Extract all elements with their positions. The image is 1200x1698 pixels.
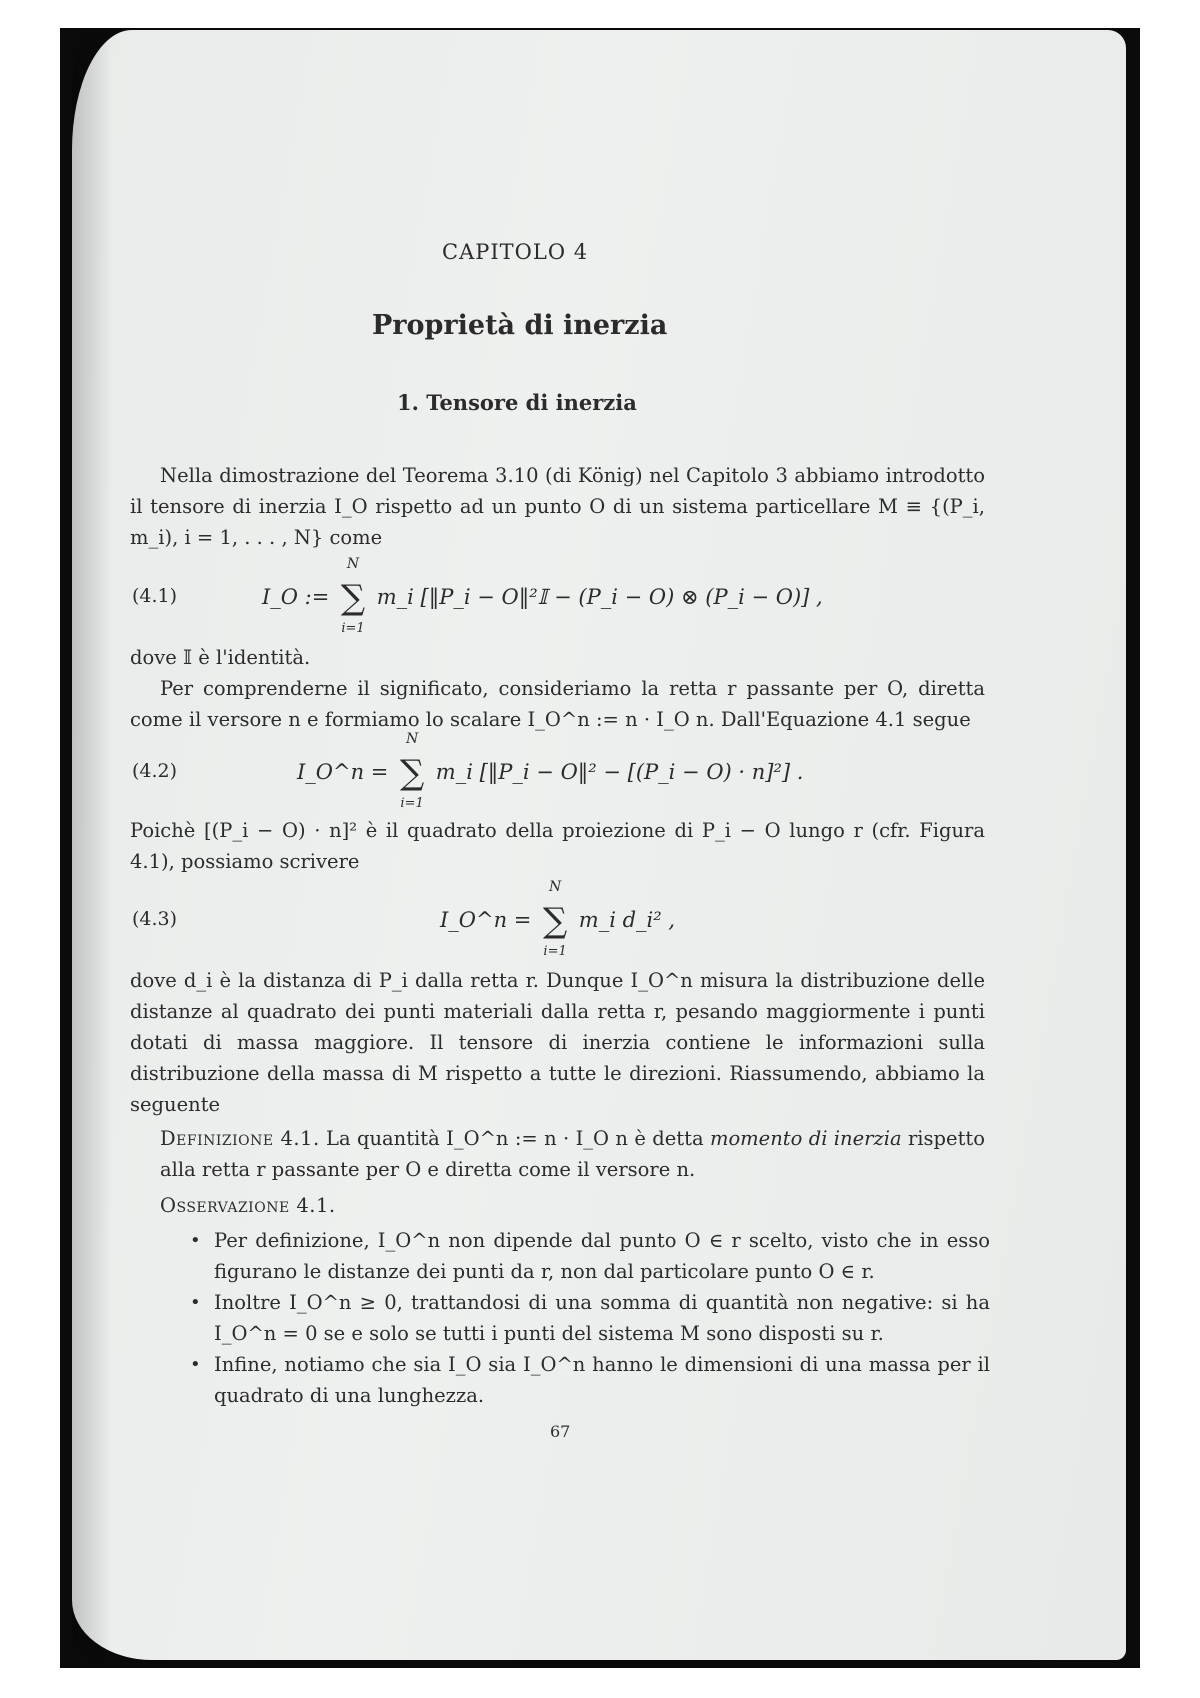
intro-text: Nella dimostrazione del Teorema 3.10 (di König) nel Capitolo 3 abbiamo introdotto il tensore di inerzia I_O rispetto ad un punto O di un sistema particellare M ≡ {(P_i, m_i), i = 1, . . . , N} come [130,464,985,549]
sum-upper-limit: N [405,731,419,747]
equation-label-4-2: (4.2) [132,760,178,782]
sum-lower-limit: i=1 [341,621,365,636]
identity-note-block [130,642,985,735]
bullet-icon: • [190,1354,201,1375]
sum-symbol: ∑ [399,753,425,793]
chapter-label: CAPITOLO 4 [442,240,589,264]
equation-lhs: I_O^n = [440,908,532,932]
equation-body: m_i d_i² , [578,908,676,932]
equation-label-4-1: (4.1) [132,585,178,607]
list-item [190,1287,990,1349]
list-item-text: Inoltre I_O^n ≥ 0, trattandosi di una somma di quantità non negative: si ha I_O^n = 0 se e solo se tutti i punti del sistema M sono disposti su r. [214,1291,990,1345]
equation-body: m_i [‖P_i − O‖²𝕀 − (P_i − O) ⊗ (P_i − O)] , [376,585,823,609]
sum-upper-limit: N [346,556,360,572]
section-title: 1. Tensore di inerzia [397,390,637,415]
book-page [72,30,1126,1660]
page-number: 67 [550,1422,571,1441]
list-item-text: Infine, notiamo che sia I_O sia I_O^n hanno le dimensioni di una massa per il quadrato di una lunghezza. [214,1353,990,1407]
paragraph-3-block [130,815,985,877]
list-item [190,1225,990,1287]
intro-paragraph [130,460,985,553]
definition-label: Definizione 4.1. [160,1127,320,1150]
equation-label-4-3: (4.3) [132,908,178,930]
page-curl-shadow [72,30,112,1660]
observation-label: Osservazione 4.1. [160,1194,336,1217]
bullet-icon: • [190,1292,201,1313]
sum-lower-limit: i=1 [400,796,424,811]
summation [336,556,370,636]
paragraph-4-block [130,965,985,1120]
equation-lhs: I_O := [262,585,330,609]
definition-emphasis: momento di inerzia [709,1127,902,1150]
chapter-title: Proprietà di inerzia [372,310,668,341]
identity-note: dove 𝕀 è l'identità. [130,646,311,669]
paragraph-4: dove d_i è la distanza di P_i dalla retta r. Dunque I_O^n misura la distribuzione delle distanze al quadrato dei punti materiali dalla retta r, pesando maggiormente i punti dotati di massa maggiore. Il tensore di inerzia contiene le informazioni sulla distribuzione della massa di M rispetto a tutte le direzioni. Riassumendo, abbiamo la seguente [130,969,985,1116]
equation-body: m_i [‖P_i − O‖² − [(P_i − O) · n]²] . [435,760,804,784]
paragraph-2: Per comprenderne il significato, consideriamo la retta r passante per O, diretta come il versore n e formiamo lo scalare I_O^n := n · I_O n. Dall'Equazione 4.1 segue [130,677,985,731]
paragraph-3: Poichè [(P_i − O) · n]² è il quadrato della proiezione di P_i − O lungo r (cfr. Figura 4.1), possiamo scrivere [130,819,985,873]
sum-symbol: ∑ [340,578,366,618]
definition-block [160,1123,985,1185]
equation-4-1 [262,556,823,636]
observation-list [190,1225,990,1411]
sum-lower-limit: i=1 [543,944,567,959]
sum-upper-limit: N [548,879,562,895]
definition-text-b: rispetto alla retta r passante per O e diretta come il versore n. [160,1127,985,1181]
equation-4-3 [440,879,676,959]
equation-4-2 [297,731,804,811]
summation [395,731,429,811]
list-item-text: Per definizione, I_O^n non dipende dal punto O ∈ r scelto, visto che in esso figurano le distanze dei punti da r, non dal particolare punto O ∈ r. [214,1229,990,1283]
equation-lhs: I_O^n = [297,760,389,784]
bullet-icon: • [190,1230,201,1251]
sum-symbol: ∑ [542,901,568,941]
observation-list-block [190,1225,990,1411]
definition-text-a: La quantità I_O^n := n · I_O n è detta [326,1127,704,1150]
list-item [190,1349,990,1411]
summation [538,879,572,959]
